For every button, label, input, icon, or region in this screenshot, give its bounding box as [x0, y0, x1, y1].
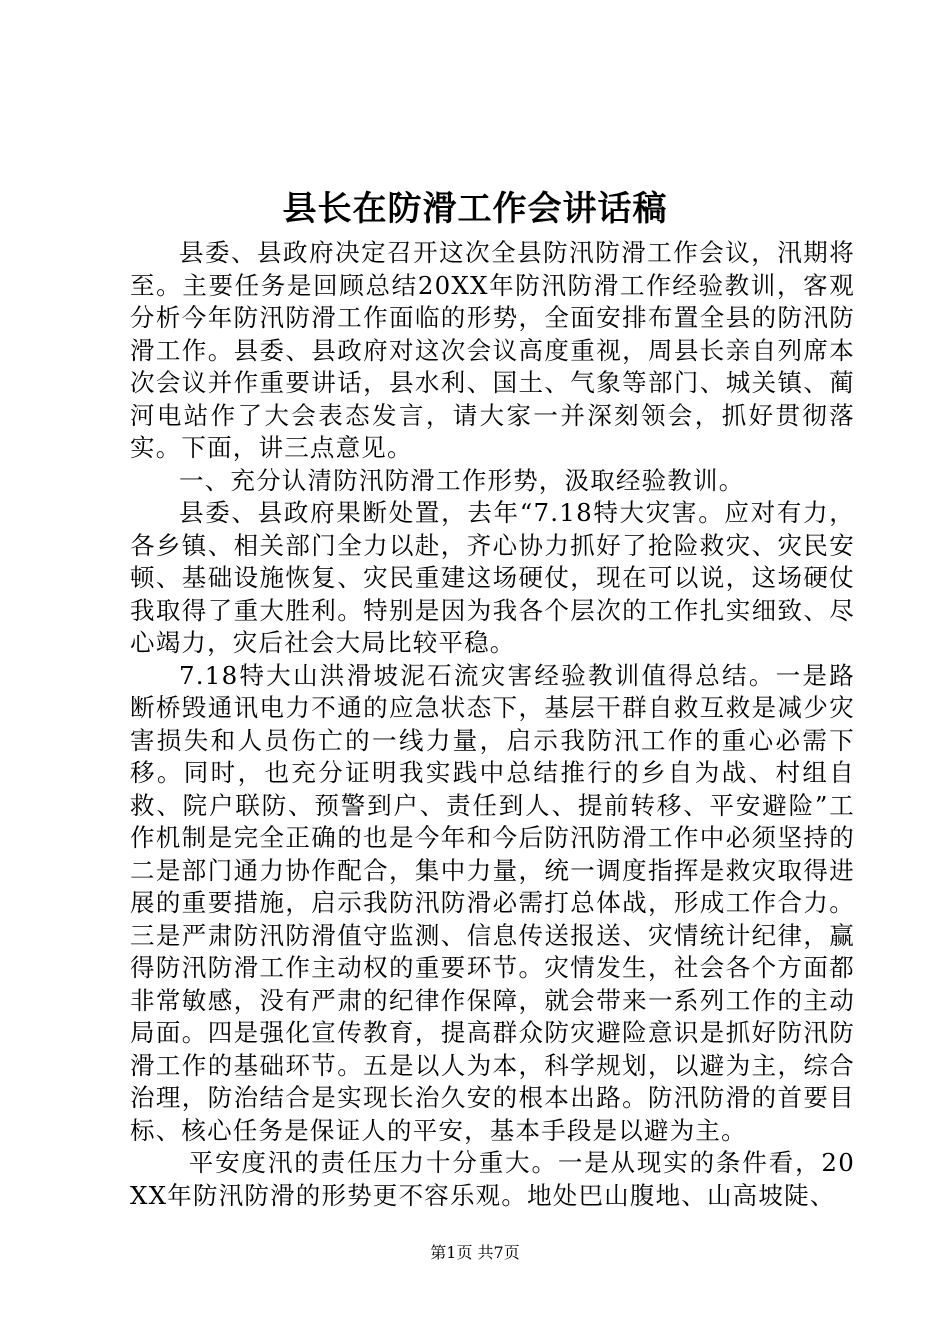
paragraph-lessons: 7.18特大山洪滑坡泥石流灾害经验教训值得总结。一是路断桥毁通讯电力不通的应急状态下，基层干群自救互救是减少灾害损失和人员伤亡的一线力量，启示我防汛工作的重心必需下移。同时，也充分证明我实践中总结推行的乡自为战、村组自救、院户联防、预警到户、责任到人、提前转移、平安避险”工作机制是完全正确的也是今年和今后防汛防滑工作中必须坚持的二是部门通力协作配合，集中力量，统一调度指挥是救灾取得进展的重要措施，启示我防汛防滑必需打总体战，形成工作合力。三是严肃防汛防滑值守监测、信息传送报送、灾情统计纪律，赢得防汛防滑工作主动权的重要环节。灾情发生，社会各个方面都非常敏感，没有严肃的纪律作保障，就会带来一系列工作的主动局面。四是强化宣传教育，提高群众防灾避险意识是抓好防汛防滑工作的基础环节。五是以人为本，科学规划，以避为主，综合治理，防治结合是实现长治久安的根本出路。防汛防滑的首要目标、核心任务是保证人的平安，基本手段是以避为主。 [130, 660, 855, 1145]
document-title: 县长在防滑工作会讲话稿 [282, 189, 668, 229]
paragraph-section-heading: 一、充分认清防汛防滑工作形势，汲取经验教训。 [179, 465, 745, 495]
paragraph-disaster-response: 县委、县政府果断处置，去年“7.18特大灾害。应对有力，各乡镇、相关部门全力以赴，齐心协力抓好了抢险救灾、灾民安顿、基础设施恢复、灾民重建这场硬仗，现在可以说，这场硬仗我取得了重大胜利。特别是因为我各个层次的工作扎实细致、尽心竭力，灾后社会大局比较平稳。 [130, 498, 855, 657]
paragraph-intro: 县委、县政府决定召开这次全县防汛防滑工作会议，汛期将至。主要任务是回顾总结20XX年防汛防滑工作经验教训，客观分析今年防汛防滑工作面临的形势，全面安排布置全县的防汛防滑工作。县委、县政府对这次会议高度重视，周县长亲自列席本次会议并作重要讲话，县水利、国土、气象等部门、城关镇、蔺河电站作了大会表态发言，请大家一并深刻领会，抓好贯彻落实。下面，讲三点意见。 [130, 238, 855, 462]
page-number-footer: 第1页 共7页 [430, 1243, 520, 1262]
document-body [130, 237, 855, 1212]
paragraph-pressure: 平安度汛的责任压力十分重大。一是从现实的条件看，20XX年防汛防滑的形势更不容乐观。地处巴山腹地、山高坡陡、 [130, 1148, 855, 1210]
